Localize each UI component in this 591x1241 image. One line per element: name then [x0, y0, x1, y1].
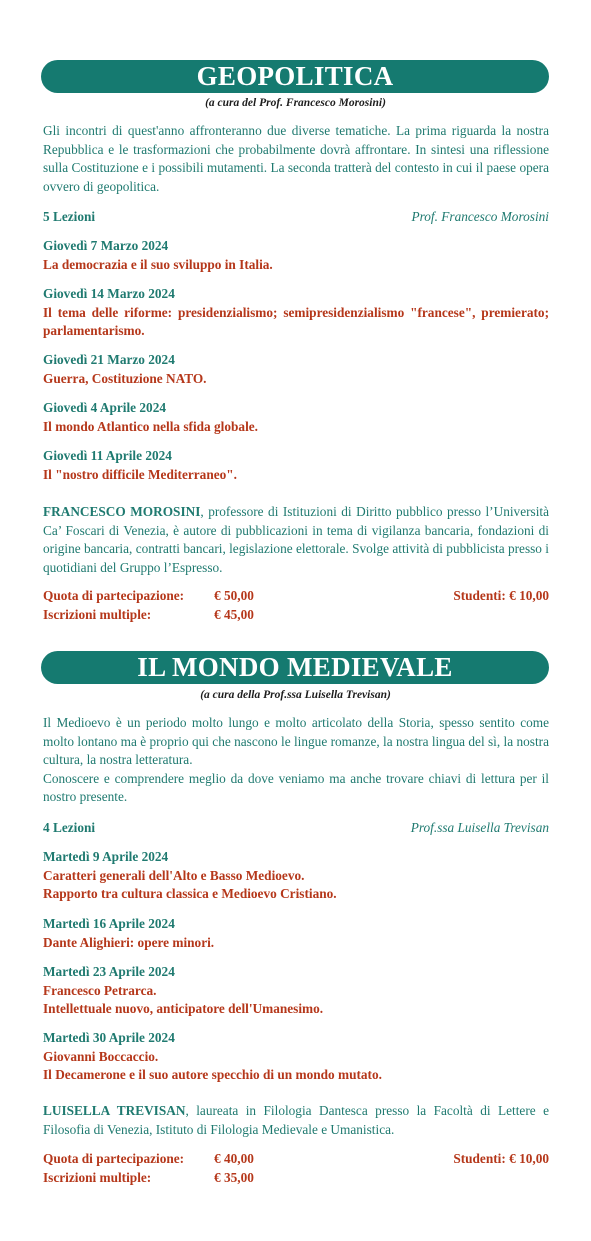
multi-label: Iscrizioni multiple:: [43, 606, 152, 622]
geopolitica-meta-row: [43, 208, 549, 226]
medievale-lesson-count: 4 Lezioni: [43, 820, 96, 835]
lesson-topic: Il "nostro difficile Mediterraneo".: [43, 466, 237, 482]
geopolitica-fees: [43, 587, 549, 624]
lesson-date: Giovedì 4 Aprile 2024: [43, 400, 166, 415]
lesson-topic: La democrazia e il suo sviluppo in Italia.: [43, 256, 273, 272]
multi-value: € 35,00: [214, 1169, 254, 1185]
medievale-title-banner: [41, 651, 549, 684]
medievale-intro-text-1: Il Medioevo è un periodo molto lungo e molto articolato della Storia, spesso sentito come molto lontano ma è proprio qui che nascono le lingue romanze, la nostra lingua del sì, la nostra cultura, la nostra letteratura.: [43, 715, 549, 767]
geopolitica-lesson: [43, 237, 549, 274]
geopolitica-lesson-count: 5 Lezioni: [43, 209, 96, 224]
bio-text: , laureata in Filologia Dantesca presso la Facoltà di Lettere e Filosofia di Venezia, Istituto di Filologia Medievale e Umanistica.: [43, 1103, 550, 1137]
geopolitica-intro-text: Gli incontri di quest'anno affronteranno due diverse tematiche. La prima riguarda la nostra Repubblica e le trasformazioni che probabilmente dovrà affrontare. In sintesi una riflessione sulla Costituzione e i possibili mutamenti. La seconda tratterà del contesto in cui il paese opera ovvero di geopolitica.: [43, 123, 549, 194]
geopolitica-title: GEOPOLITICA: [196, 61, 394, 91]
fee-value: € 50,00: [214, 588, 254, 603]
medievale-lesson: [43, 848, 549, 904]
geopolitica-title-banner: [41, 60, 549, 93]
geopolitica-lesson: [43, 285, 549, 341]
students-fee: Studenti: € 10,00: [453, 1151, 549, 1166]
geopolitica-lesson: [43, 351, 549, 388]
geopolitica-intro: [43, 122, 549, 196]
medievale-professor: Prof.ssa Luisella Trevisan: [410, 820, 549, 835]
lesson-topic: Il tema delle riforme: presidenzialismo; semipresidenzialismo "francese", premierato; parlamentarismo.: [43, 304, 549, 338]
multi-label: Iscrizioni multiple:: [43, 1169, 152, 1185]
geopolitica-lesson: [43, 447, 549, 484]
fee-value: € 40,00: [214, 1151, 254, 1166]
multi-value: € 45,00: [214, 606, 254, 622]
medievale-lesson: [43, 915, 549, 952]
bio-name: LUISELLA TREVISAN: [43, 1103, 186, 1118]
medievale-author-bio: [43, 1102, 549, 1139]
medievale-fees: [43, 1150, 549, 1187]
medievale-intro: [43, 714, 549, 807]
lesson-date: Giovedì 21 Marzo 2024: [43, 352, 175, 367]
lesson-date: Martedì 30 Aprile 2024: [43, 1030, 175, 1045]
lesson-topic: Caratteri generali dell'Alto e Basso Medioevo.: [43, 867, 305, 883]
bio-text: , professore di Istituzioni di Diritto pubblico presso l’Università Ca’ Foscari di Venezia, è autore di pubblicazioni in tema di vigilanza bancaria, fondazioni di origine bancaria, contratti bancari, legislazione elettorale. Svolge attività di pubblicista presso i quotidiani del Gruppo l’Espresso.: [43, 504, 549, 575]
medievale-curator: (a cura della Prof.ssa Luisella Trevisan): [200, 689, 391, 701]
geopolitica-curator: (a cura del Prof. Francesco Morosini): [205, 97, 386, 109]
medievale-title: IL MONDO MEDIEVALE: [137, 652, 453, 682]
lesson-topic: Giovanni Boccaccio.: [43, 1048, 159, 1064]
lesson-topic: Francesco Petrarca.: [43, 982, 157, 998]
lesson-topic: Dante Alighieri: opere minori.: [43, 934, 215, 950]
geopolitica-professor: Prof. Francesco Morosini: [411, 209, 549, 224]
lesson-topic: Il Decamerone e il suo autore specchio di un mondo mutato.: [43, 1067, 382, 1082]
medievale-lesson: [43, 1029, 549, 1085]
lesson-topic: Intellettuale nuovo, anticipatore dell'Umanesimo.: [43, 1001, 324, 1016]
lesson-date: Martedì 23 Aprile 2024: [43, 964, 175, 979]
bio-name: FRANCESCO MOROSINI: [43, 504, 201, 519]
lesson-topic: Guerra, Costituzione NATO.: [43, 370, 207, 386]
medievale-lesson: [43, 963, 549, 1019]
geopolitica-lesson: [43, 399, 549, 436]
lesson-topic: Il mondo Atlantico nella sfida globale.: [43, 418, 258, 434]
students-fee: Studenti: € 10,00: [453, 588, 549, 603]
fee-label: Quota di partecipazione:: [43, 1151, 185, 1166]
geopolitica-author-bio: [43, 503, 549, 577]
lesson-topic: Rapporto tra cultura classica e Medioevo Cristiano.: [43, 886, 337, 901]
medievale-intro-text-2: Conoscere e comprendere meglio da dove veniamo ma anche trovare chiavi di lettura per il nostro presente.: [43, 770, 549, 804]
lesson-date: Giovedì 7 Marzo 2024: [43, 238, 169, 253]
medievale-meta-row: [43, 819, 549, 837]
fee-label: Quota di partecipazione:: [43, 588, 185, 603]
lesson-date: Giovedì 14 Marzo 2024: [43, 286, 175, 301]
lesson-date: Martedì 16 Aprile 2024: [43, 916, 175, 931]
lesson-date: Martedì 9 Aprile 2024: [43, 849, 169, 864]
lesson-date: Giovedì 11 Aprile 2024: [43, 448, 172, 463]
